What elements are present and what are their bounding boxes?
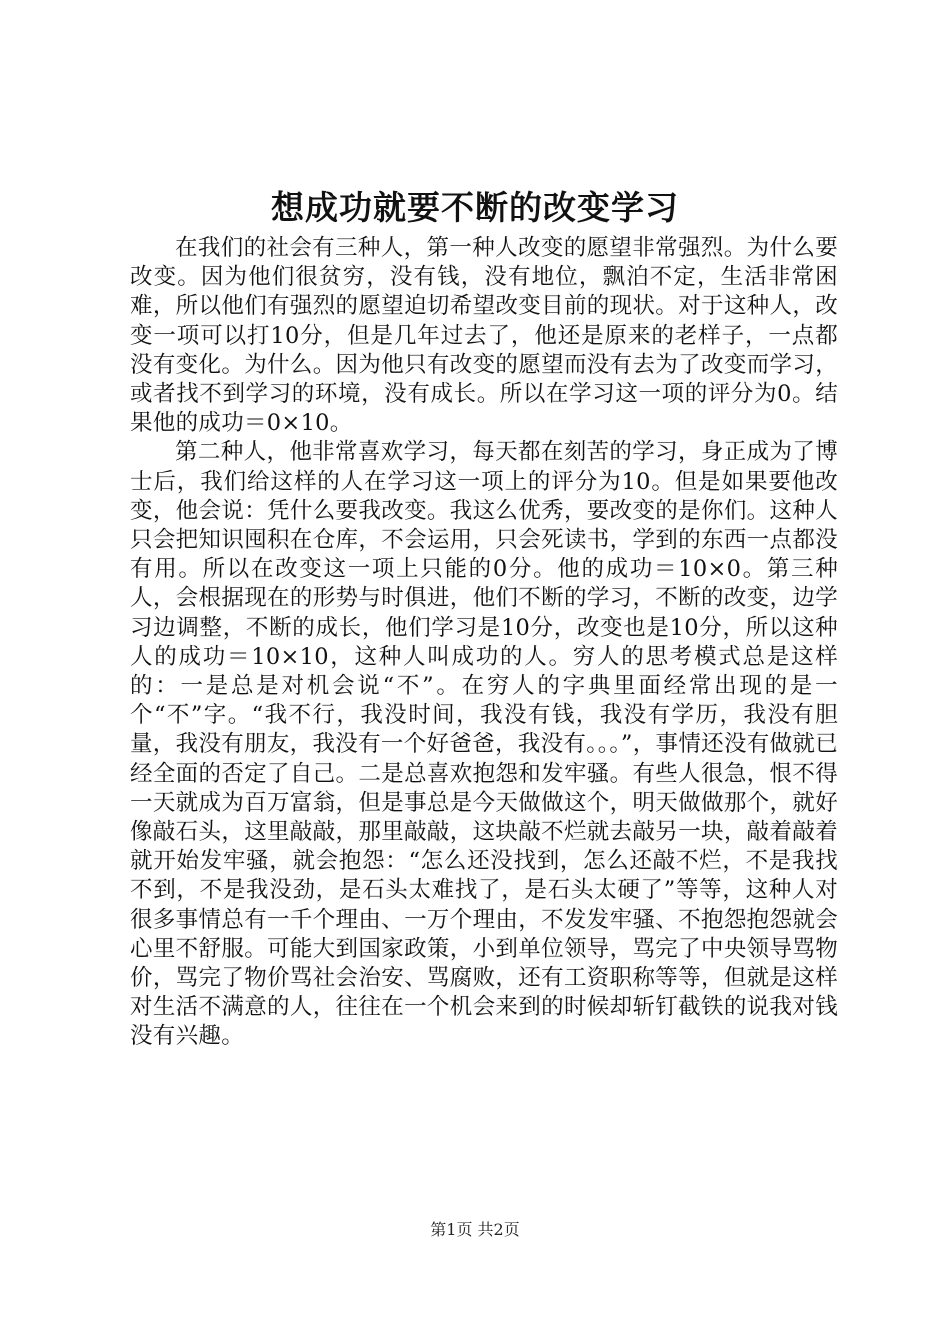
document-body [130, 234, 838, 1052]
page-number-footer: 第1页 共2页 [430, 1220, 520, 1239]
paragraph-2: 第二种人，他非常喜欢学习，每天都在刻苦的学习，身正成为了博士后，我们给这样的人在学习这一项上的评分为10。但是如果要他改变，他会说：凭什么要我改变。我这么优秀，要改变的是你们。这种人只会把知识囤积在仓库，不会运用，只会死读书，学到的东西一点都没有用。所以在改变这一项上只能的0分。他的成功＝10×0。第三种人，会根据现在的形势与时俱进，他们不断的学习，不断的改变，边学习边调整，不断的成长，他们学习是10分，改变也是10分，所以这种人的成功＝10×10，这种人叫成功的人。穷人的思考模式总是这样的：一是总是对机会说“不”。在穷人的字典里面经常出现的是一个“不”字。“我不行，我没时间，我没有钱，我没有学历，我没有胆量，我没有朋友，我没有一个好爸爸，我没有。。。”，事情还没有做就已经全面的否定了自己。二是总喜欢抱怨和发牢骚。有些人很急，恨不得一天就成为百万富翁，但是事总是今天做做这个，明天做做那个，就好像敲石头，这里敲敲，那里敲敲，这块敲不烂就去敲另一块，敲着敲着就开始发牢骚，就会抱怨：“怎么还没找到，怎么还敲不烂，不是我找不到，不是我没劲，是石头太难找了，是石头太硬了”等等，这种人对很多事情总有一千个理由、一万个理由，不发发牢骚、不抱怨抱怨就会心里不舒服。可能大到国家政策，小到单位领导，骂完了中央领导骂物价，骂完了物价骂社会治安、骂腐败，还有工资职称等等，但就是这样对生活不满意的人，往往在一个机会来到的时候却斩钉截铁的说我对钱没有兴趣。 [130, 439, 838, 1050]
paragraph-1: 在我们的社会有三种人，第一种人改变的愿望非常强烈。为什么要改变。因为他们很贫穷，没有钱，没有地位，飘泊不定，生活非常困难，所以他们有强烈的愿望迫切希望改变目前的现状。对于这种人，改变一项可以打10分，但是几年过去了，他还是原来的老样子，一点都没有变化。为什么。因为他只有改变的愿望而没有去为了改变而学习，或者找不到学习的环境，没有成长。所以在学习这一项的评分为0。结果他的成功＝0×10。 [130, 235, 838, 437]
document-title: 想成功就要不断的改变学习 [271, 188, 679, 227]
